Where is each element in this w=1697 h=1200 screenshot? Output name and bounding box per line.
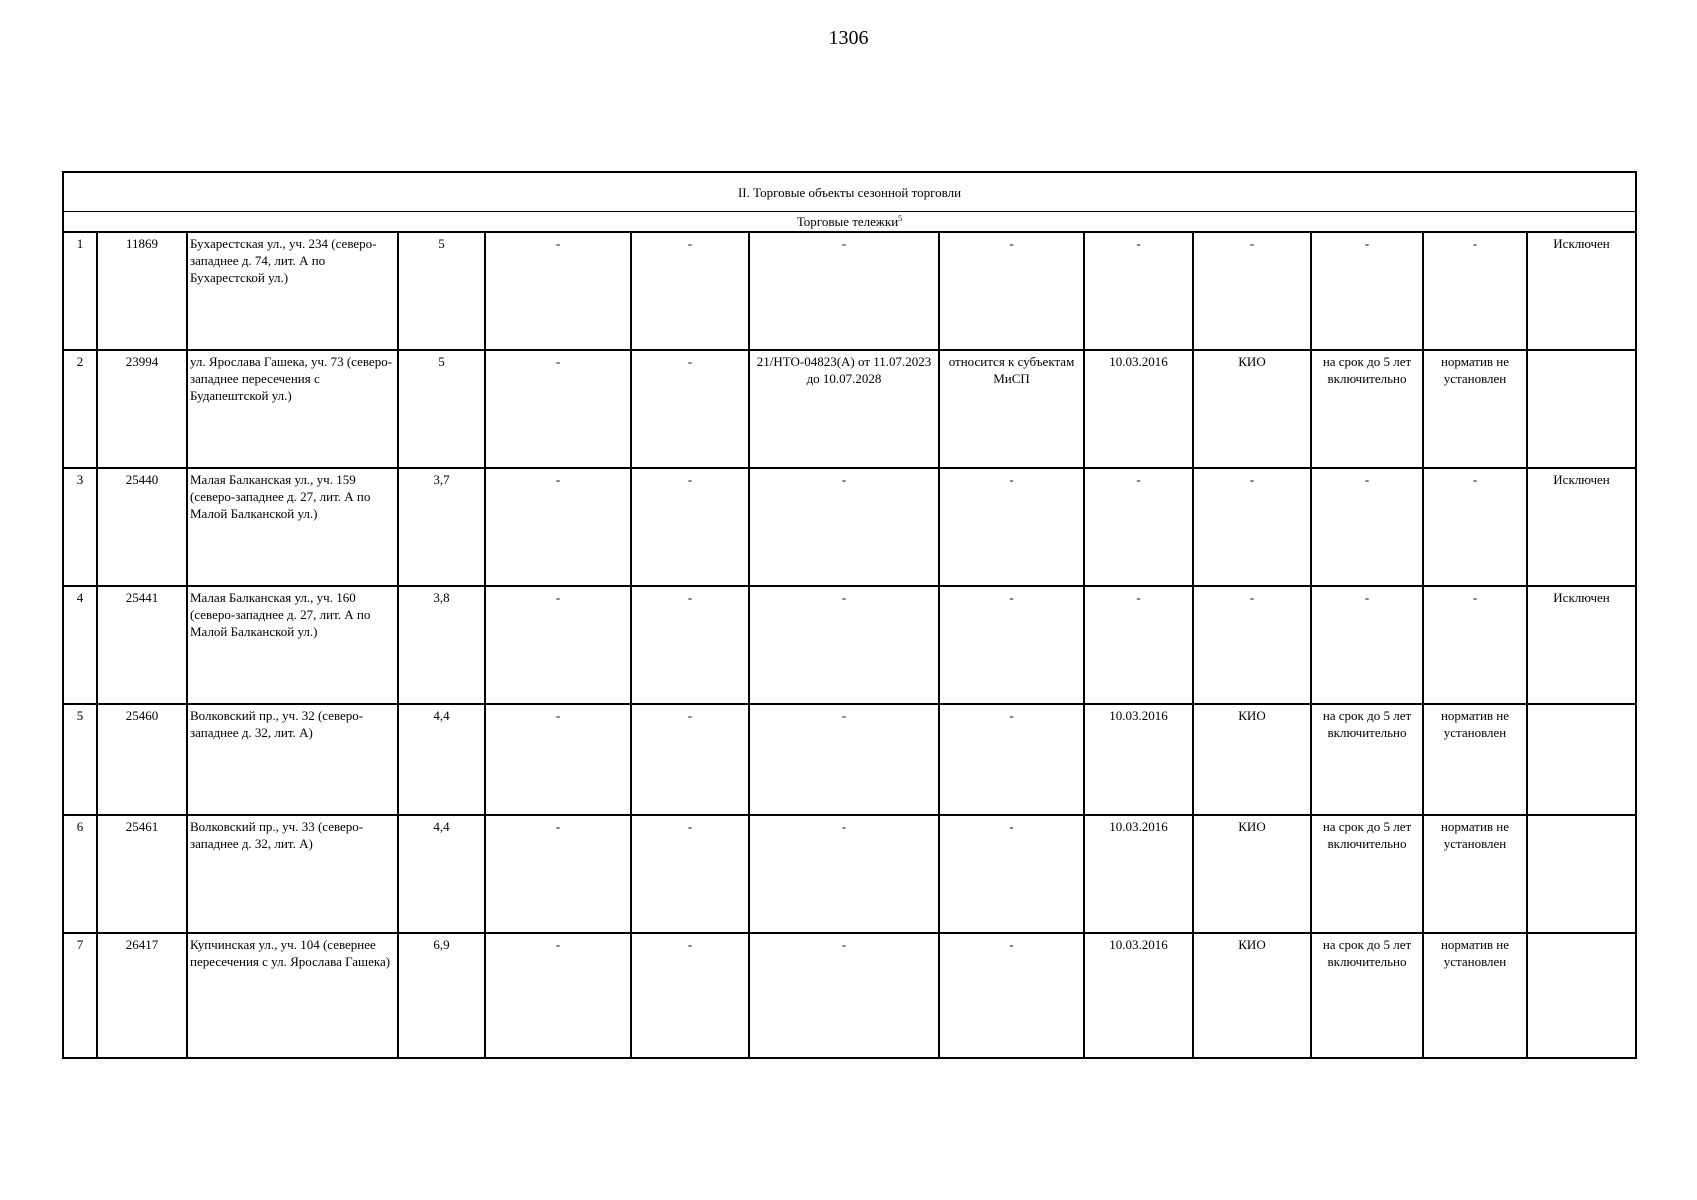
table-row <box>63 704 1636 815</box>
cell-object-id: 25460 <box>97 704 187 815</box>
cell-column-6: - <box>631 704 749 815</box>
cell-contract: - <box>749 232 939 350</box>
cell-organization: - <box>1193 232 1311 350</box>
footnote-marker: 5 <box>898 214 903 223</box>
cell-row-number: 5 <box>63 704 97 815</box>
cell-norm: - <box>1423 468 1527 586</box>
cell-norm: норматив не установлен <box>1423 350 1527 468</box>
cell-status <box>1527 815 1636 933</box>
cell-inclusion-date: 10.03.2016 <box>1084 350 1193 468</box>
cell-smb-category: относится к субъектам МиСП <box>939 350 1084 468</box>
cell-column-6: - <box>631 468 749 586</box>
cell-address: Малая Балканская ул., уч. 160 (северо-западнее д. 27, лит. А по Малой Балканской ул.) <box>187 586 398 704</box>
cell-smb-category: - <box>939 933 1084 1058</box>
cell-column-6: - <box>631 933 749 1058</box>
table-row <box>63 586 1636 704</box>
cell-status <box>1527 704 1636 815</box>
cell-inclusion-date: 10.03.2016 <box>1084 704 1193 815</box>
cell-norm: - <box>1423 586 1527 704</box>
cell-column-5: - <box>485 232 631 350</box>
cell-status: Исключен <box>1527 586 1636 704</box>
cell-address: Волковский пр., уч. 33 (северо-западнее д. 32, лит. А) <box>187 815 398 933</box>
cell-term: - <box>1311 586 1423 704</box>
cell-area: 6,9 <box>398 933 485 1058</box>
cell-smb-category: - <box>939 586 1084 704</box>
cell-address: Бухарестская ул., уч. 234 (северо-западнее д. 74, лит. А по Бухарестской ул.) <box>187 232 398 350</box>
table-row <box>63 350 1636 468</box>
cell-area: 4,4 <box>398 815 485 933</box>
cell-organization: КИО <box>1193 933 1311 1058</box>
cell-column-6: - <box>631 232 749 350</box>
subsection-header-row <box>63 212 1636 233</box>
cell-object-id: 25461 <box>97 815 187 933</box>
cell-organization: КИО <box>1193 350 1311 468</box>
cell-column-5: - <box>485 350 631 468</box>
cell-column-5: - <box>485 468 631 586</box>
cell-term: на срок до 5 лет включительно <box>1311 933 1423 1058</box>
cell-norm: - <box>1423 232 1527 350</box>
cell-smb-category: - <box>939 232 1084 350</box>
cell-object-id: 25440 <box>97 468 187 586</box>
cell-norm: норматив не установлен <box>1423 933 1527 1058</box>
cell-row-number: 6 <box>63 815 97 933</box>
cell-smb-category: - <box>939 815 1084 933</box>
cell-row-number: 7 <box>63 933 97 1058</box>
subsection-title: Торговые тележки <box>796 214 899 229</box>
cell-column-5: - <box>485 933 631 1058</box>
cell-contract: 21/НТО-04823(А) от 11.07.2023 до 10.07.2028 <box>749 350 939 468</box>
cell-object-id: 26417 <box>97 933 187 1058</box>
cell-term: на срок до 5 лет включительно <box>1311 704 1423 815</box>
table-body <box>63 172 1636 1058</box>
cell-term: - <box>1311 232 1423 350</box>
cell-inclusion-date: - <box>1084 468 1193 586</box>
cell-inclusion-date: 10.03.2016 <box>1084 933 1193 1058</box>
cell-area: 3,7 <box>398 468 485 586</box>
cell-column-6: - <box>631 815 749 933</box>
page-number: 1306 <box>828 27 869 49</box>
cell-contract: - <box>749 933 939 1058</box>
table-row <box>63 815 1636 933</box>
cell-contract: - <box>749 586 939 704</box>
cell-address: Малая Балканская ул., уч. 159 (северо-западнее д. 27, лит. А по Малой Балканской ул.) <box>187 468 398 586</box>
cell-column-5: - <box>485 704 631 815</box>
cell-smb-category: - <box>939 704 1084 815</box>
cell-contract: - <box>749 468 939 586</box>
cell-column-6: - <box>631 586 749 704</box>
cell-inclusion-date: - <box>1084 586 1193 704</box>
cell-object-id: 25441 <box>97 586 187 704</box>
cell-organization: КИО <box>1193 815 1311 933</box>
cell-row-number: 4 <box>63 586 97 704</box>
cell-term: на срок до 5 лет включительно <box>1311 815 1423 933</box>
table-row <box>63 232 1636 350</box>
cell-row-number: 1 <box>63 232 97 350</box>
cell-row-number: 2 <box>63 350 97 468</box>
table-row <box>63 933 1636 1058</box>
cell-area: 3,8 <box>398 586 485 704</box>
cell-address: Купчинская ул., уч. 104 (севернее пересечения с ул. Ярослава Гашека) <box>187 933 398 1058</box>
cell-organization: - <box>1193 468 1311 586</box>
cell-address: ул. Ярослава Гашека, уч. 73 (северо-западнее пересечения с Будапештской ул.) <box>187 350 398 468</box>
cell-status <box>1527 933 1636 1058</box>
cell-status: Исключен <box>1527 468 1636 586</box>
cell-status: Исключен <box>1527 232 1636 350</box>
table-row <box>63 468 1636 586</box>
section-header-row <box>63 172 1636 212</box>
cell-column-5: - <box>485 586 631 704</box>
cell-status <box>1527 350 1636 468</box>
cell-object-id: 23994 <box>97 350 187 468</box>
cell-address: Волковский пр., уч. 32 (северо-западнее д. 32, лит. А) <box>187 704 398 815</box>
cell-norm: норматив не установлен <box>1423 704 1527 815</box>
cell-organization: КИО <box>1193 704 1311 815</box>
cell-inclusion-date: 10.03.2016 <box>1084 815 1193 933</box>
cell-contract: - <box>749 815 939 933</box>
section-title: II. Торговые объекты сезонной торговли <box>63 172 1636 212</box>
cell-area: 4,4 <box>398 704 485 815</box>
cell-object-id: 11869 <box>97 232 187 350</box>
cell-term: - <box>1311 468 1423 586</box>
cell-column-5: - <box>485 815 631 933</box>
cell-norm: норматив не установлен <box>1423 815 1527 933</box>
cell-row-number: 3 <box>63 468 97 586</box>
cell-column-6: - <box>631 350 749 468</box>
cell-area: 5 <box>398 232 485 350</box>
cell-contract: - <box>749 704 939 815</box>
cell-term: на срок до 5 лет включительно <box>1311 350 1423 468</box>
cell-area: 5 <box>398 350 485 468</box>
register-table <box>62 171 1637 1059</box>
cell-organization: - <box>1193 586 1311 704</box>
subsection-title-cell <box>63 212 1636 233</box>
cell-inclusion-date: - <box>1084 232 1193 350</box>
cell-smb-category: - <box>939 468 1084 586</box>
